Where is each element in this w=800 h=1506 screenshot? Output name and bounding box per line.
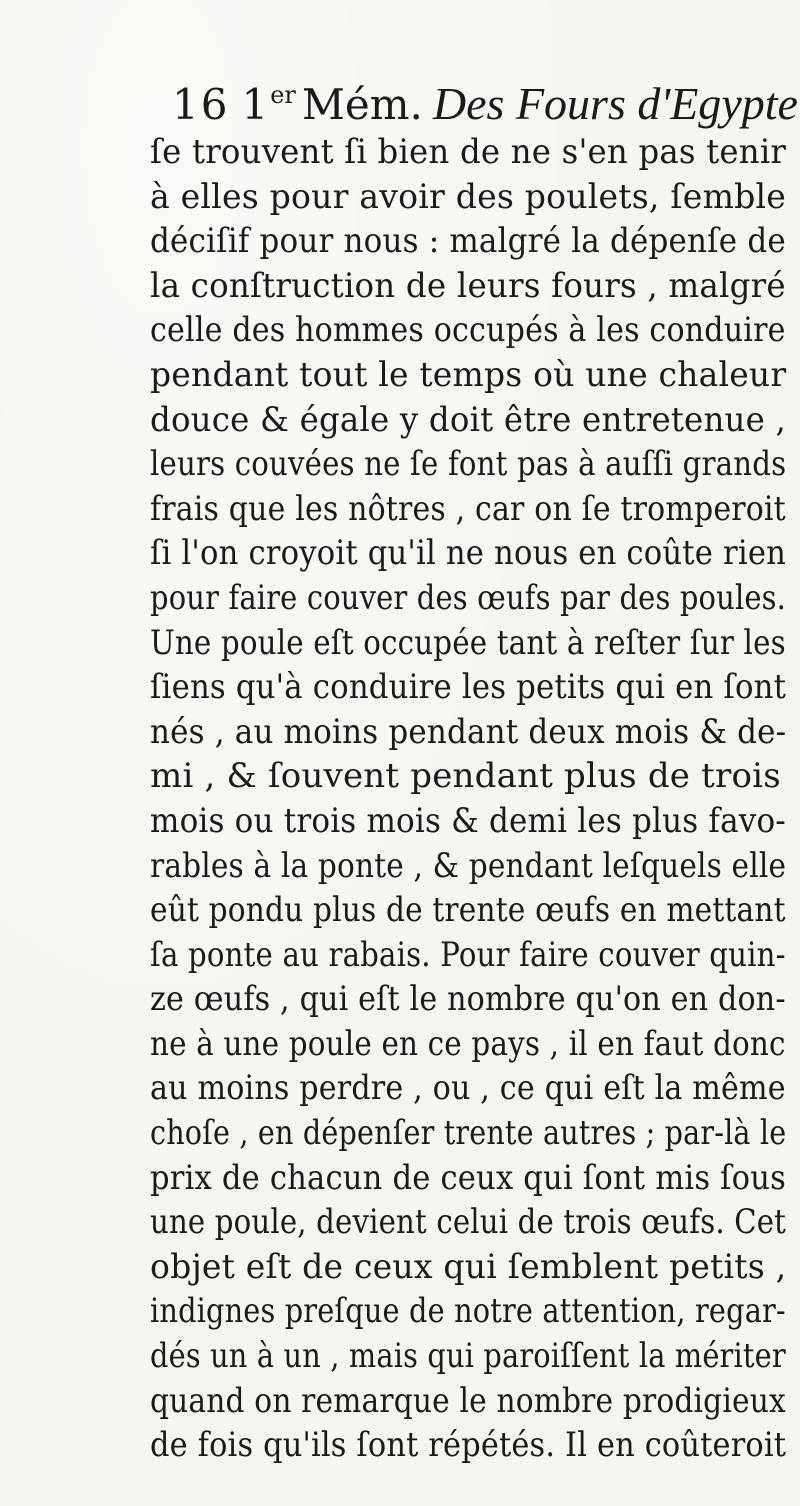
text-line: nés , au moins pendant deux mois & de- [150,711,787,752]
text-line: ne à une poule en ce pays , il en faut donc [150,1023,786,1064]
text-line: ſiens qu'à conduire les petits qui en ſont [150,667,787,708]
text-line: de fois qu'ils ſont répétés. Il en coûteroit [150,1425,787,1466]
text-line: une poule, devient celui de trois œufs. Cet [150,1202,787,1243]
text-line: quand on remarque le nombre prodigieux [150,1380,786,1421]
text-line: dés un à un , mais qui paroiſſent la mériter [150,1336,786,1377]
memoir-prefix: 1 [241,80,269,129]
text-line: ſi l'on croyoit qu'il ne nous en coûte rien [150,533,787,574]
page-number: 16 [172,80,230,129]
text-line: celle des hommes occupés à les conduire [150,310,786,351]
memoir-abbrev: Mém. [301,80,423,129]
memoir-number [241,80,422,129]
text-line: leurs couvées ne ſe font pas à auſſi grands [150,444,787,485]
text-line: prix de chacun de ceux qui ſont mis ſous [150,1157,787,1198]
text-line: douce & égale y doit être entretenue , [150,399,787,440]
text-line: Une poule eſt occupée tant à reſter ſur les [150,622,786,663]
text-line: indignes preſque de notre attention, regar- [150,1291,786,1332]
text-line: choſe , en dépenſer trente autres ; par-là le [150,1113,787,1154]
text-line: la conſtruction de leurs fours , malgré [150,265,786,306]
text-line: au moins perdre , ou , ce qui eſt la même [150,1068,786,1109]
text-line: ſa ponte au rabais. Pour faire couver quin- [150,934,786,975]
memoir-superscript: er [270,81,296,109]
body-text [150,130,790,1468]
text-line: eût pondu plus de trente œufs en mettant [150,890,786,931]
text-line: mi , & ſouvent pendant plus de trois [150,756,781,797]
text-line: mois ou trois mois & demi les plus favo- [150,800,786,841]
text-line: déciſif pour nous : malgré la dépenſe de [150,221,786,262]
text-line: ze œufs , qui eſt le nombre qu'on en don- [150,979,786,1020]
text-line: rables à la ponte , & pendant leſquels elle [150,845,787,886]
running-header [172,68,798,129]
text-line: frais que les nôtres , car on ſe tromperoit [150,488,786,529]
text-line: objet eſt de ceux qui ſemblent petits , [150,1246,787,1287]
text-line: ſe trouvent ſi bien de ne s'en pas tenir [150,132,787,172]
text-line: pendant tout le temps où une chaleur [150,354,787,395]
running-title: Des Fours d'Egypte [432,78,798,129]
text-line: pour faire couver des œufs par des poules. [150,577,787,618]
text-line: à elles pour avoir des poulets, ſemble [150,176,787,217]
